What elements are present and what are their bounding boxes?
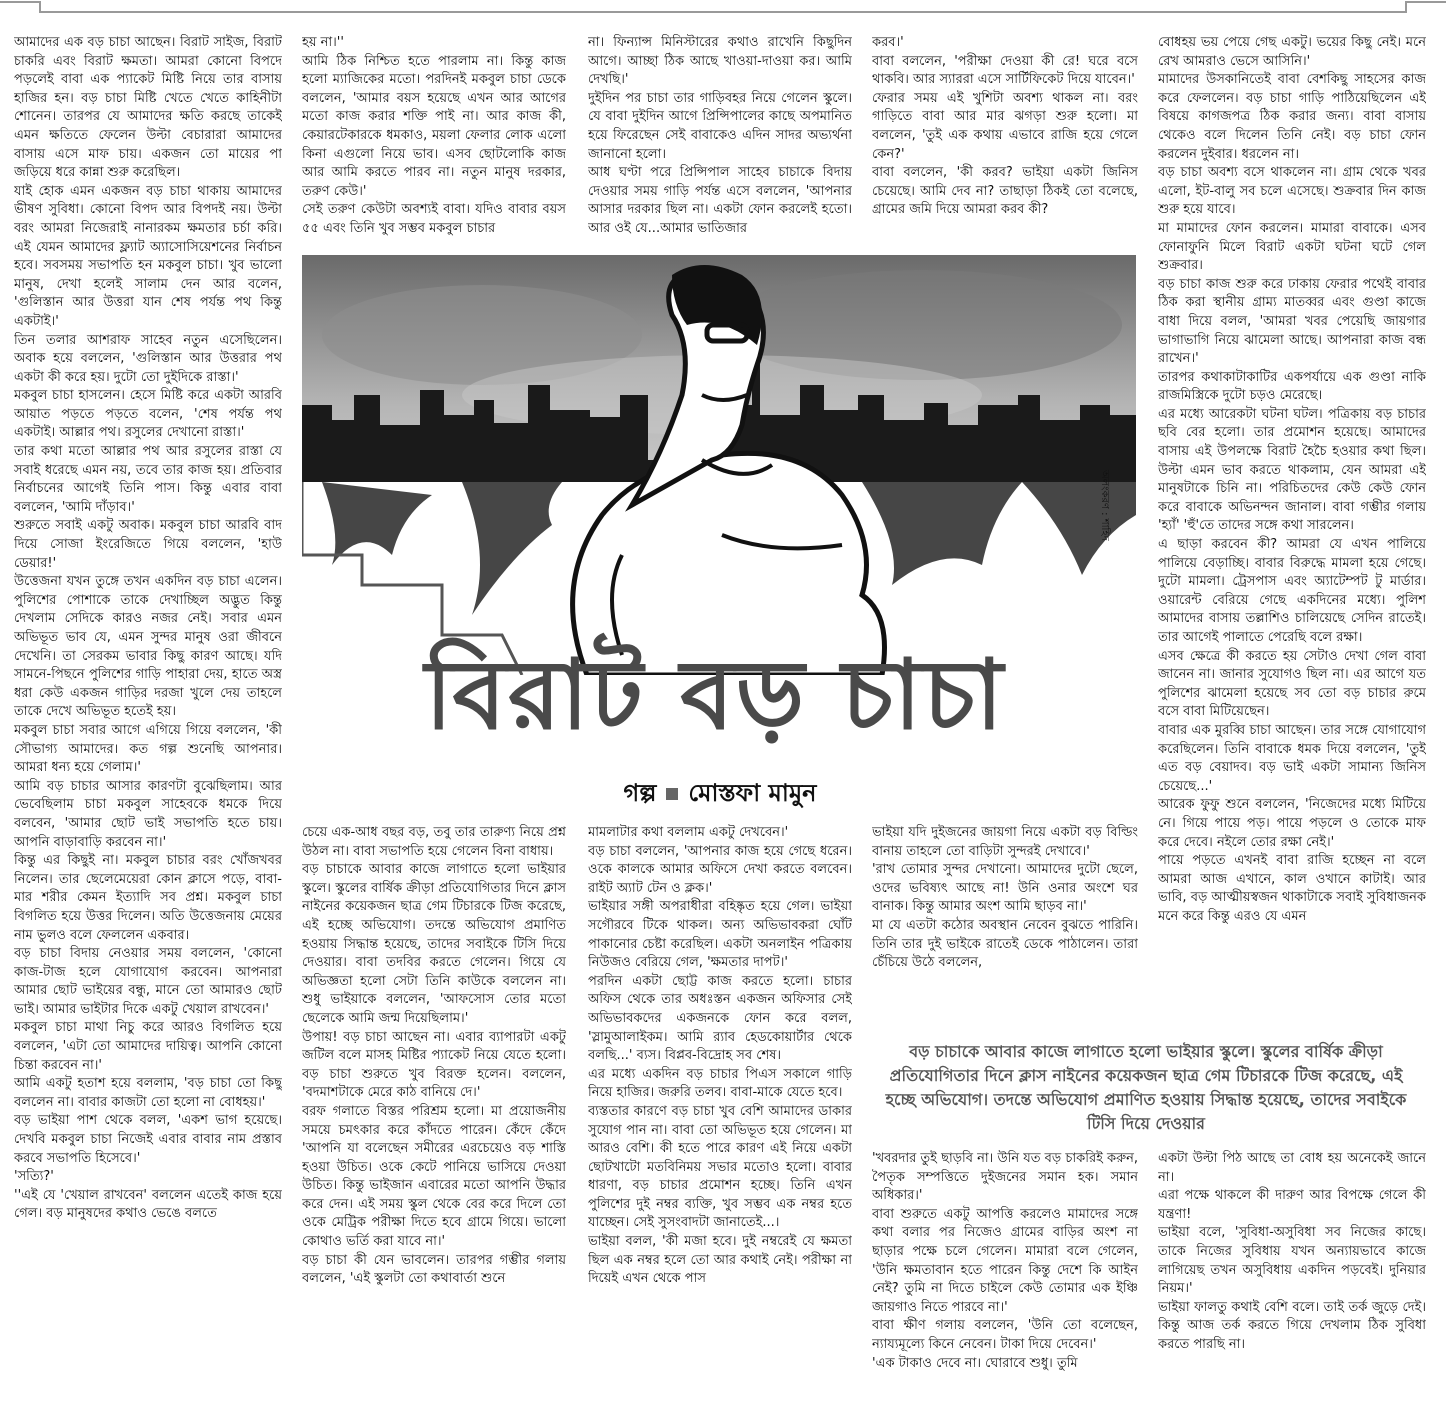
column-2-bottom-body: [302, 824, 566, 1289]
paragraph: ব্যস্ততার কারণে বড় চাচা খুব বেশি আমাদের ডাকার সুযোগ পান না। বাবা তো অভিভূত হয়ে গেলেন। মা আরও বেশি। কী হতে পারে কারণ এই নিয়ে একটা ছোটখাটো মতবিনিময় সভার মতোও হলো। বাবার ধারণা, বড় চাচার প্রমোশন হচ্ছে। তিনি এখন পুলিশের দুই নম্বর ব্যক্তি, খুব সম্ভব এক নম্বর হতে যাচ্ছেন। সেই সুসংবাদটা জানাতেই...।: [588, 1103, 852, 1231]
story-illustration: [302, 255, 1136, 675]
paragraph: একটা উল্টা পিঠ আছে তা বোধ হয় অনেকেই জানে না।: [1158, 1151, 1426, 1185]
paragraph: আরেক ফুফু শুনে বললেন, 'নিজেদের মধ্যে মিটিয়ে নে। গিয়ে পায়ে পড়। পায়ে পড়লে ও তোকে মাফ করে দেবে। নইলে তোর রক্ষা নেই।': [1158, 797, 1426, 850]
column-2-bottom: [302, 824, 566, 1394]
column-3-top-body: [588, 34, 852, 239]
byline-genre: গল্প: [623, 779, 657, 807]
paragraph: 'সত্যি?': [14, 1169, 54, 1185]
paragraph: বড় চাচা কী যেন ভাবলেন। তারপর গম্ভীর গলায় বললেন, 'এই স্কুলটা তো কথাবার্তা শুনে: [302, 1252, 566, 1287]
paragraph: 'রাখ তোমার সুন্দর দেখানো। আমাদের দুটো ছেলে, ওদের ভবিষ্যৎ আছে না! উনি ওনার অংশে ঘর বানাক। কিন্তু আমার অংশ আমি ছাড়ব না।': [872, 862, 1138, 915]
paragraph: আমি ঠিক নিশ্চিত হতে পারলাম না। কিন্তু কাজ হলো ম্যাজিকের মতো। পরদিনই মকবুল চাচা ডেকে বললেন, 'আমার বয়স হয়েছে এখন আর আগের মতো কাজ করার শক্তি পাই না। আর কাজ কী, কেয়ারটেকারকে ধমকাও, ময়লা ফেলার লোক এলো কিনা এগুলো নিয়ে ভাব। এসব ছোটলোকি কাজ আর আমি করতে পারব না। নতুন মানুষ দরকার, তরুণ কেউ।': [302, 53, 566, 199]
illustration-credit: অলংকরণ : শাহিদ: [1099, 470, 1110, 541]
column-5-bottom: [1158, 1150, 1426, 1394]
paragraph: তিন তলার আশরাফ সাহেব নতুন এসেছিলেন। অবাক হয়ে বললেন, 'গুলিস্তান আর উত্তরার পথ একটা কী করে হয়। দুটো তো দুইদিকে রাস্তা।': [14, 332, 282, 385]
paragraph: চেয়ে এক-আধ বছর বড়, তবু তার তারুণ্য নিয়ে প্রশ্ন উঠল না। বাবা সভাপতি হয়ে গেলেন বিনা বাধায়।: [302, 825, 566, 859]
paragraph: বড় চাচা বললেন, 'আপনার কাজ হয়ে গেছে ধরেন। ওকে কালকে আমার অফিসে দেখা করতে বলবেন। রাইট অ্যাট টেন ও ক্লক।': [588, 843, 852, 896]
paragraph: আধ ঘণ্টা পরে প্রিন্সিপাল সাহেব চাচাকে বিদায় দেওয়ার সময় গাড়ি পর্যন্ত এসে বললেন, 'আপনার আসার দরকার ছিল না। একটা ফোন করলেই হতো। আর ওই যে...আমার ভাতিজার: [588, 165, 852, 236]
paragraph: বড় চাচাকে আবার কাজে লাগাতে হলো ভাইয়ার স্কুলে। স্কুলের বার্ষিক ক্রীড়া প্রতিযোগিতার দিনে ক্লাস নাইনের কয়েকজন ছাত্র গেম টিচারকে টিজ করেছে, এই হচ্ছে অভিযোগ। তদন্তে অভিযোগ প্রমাণিত হওয়ায় সিদ্ধান্ত হয়েছে, তাদের সবাইকে টিসি দিয়ে দেওয়ার। বাবা তদবির করতে গেলেন। গিয়ে যে অভিজ্ঞতা হলো সেটা তিনি কাউকে বললেন না। শুধু ভাইয়াকে বললেন, 'আফসোস তোর মতো ছেলেকে আমি জন্ম দিয়েছিলাম।': [302, 862, 566, 1026]
column-4-mid-body: [872, 824, 1138, 973]
column-4-bottom: [872, 1150, 1138, 1394]
paragraph: এর মধ্যে একদিন বড় চাচার পিএস সকালে গাড়ি নিয়ে হাজির। জরুরি তলব। বাবা-মাকে যেতে হবে।: [588, 1066, 852, 1101]
column-1-body: [14, 34, 282, 1224]
column-3-top: [588, 34, 852, 244]
paragraph: মা যে এতটা কঠোর অবস্থান নেবেন বুঝতে পারিনি। তিনি তার দুই ভাইকে রাতেই ডেকে পাঠালেন। তারা চেঁচিয়ে উঠে বললেন,: [872, 917, 1138, 971]
paragraph: মামলাটার কথা বললাম একটু দেখবেন।': [588, 825, 789, 840]
paragraph: আমাদের এক বড় চাচা আছেন। বিরাট সাইজ, বিরাট চাকরি এবং বিরাট ক্ষমতা। আমরা কোনো বিপদে পড়লেই বাবা এক প্যাকেট মিষ্টি নিয়ে তার বাসায় হাজির হন। বড় চাচা মিষ্টি খেতে খেতে কাহিনীটা শোনেন। তারপর যে আমাদের ক্ষতি করছে তাকেই এমন ক্ষতিতে ফেলেন উল্টা বেচারারা আমাদের বাসায় এসে মাফ চায়। একজন তো মায়ের পা জড়িয়ে ধরে কান্না শুরু করেছিল।: [14, 35, 282, 181]
paragraph: সেই তরুণ কেউটা অবশ্যই বাবা। যদিও বাবার বয়স ৫৫ এবং তিনি খুব সম্ভব মকবুল চাচার: [302, 202, 566, 236]
paragraph: এরা পক্ষে থাকলে কী দারুণ আর বিপক্ষে গেলে কী যন্ত্রণা!: [1158, 1188, 1426, 1222]
paragraph: উত্তেজনা যখন তুঙ্গে তখন একদিন বড় চাচা এলেন। পুলিশের পোশাকে তাকে দেখাচ্ছিল অদ্ভুত কিন্তু দেখলাম সেদিকে কারও নজর নেই। সবার এমন অভিভূত ভাব যে, এমন সুন্দর মানুষ ওরা জীবনে দেখেনি। তা সেরকম ভাবার কিছু কারণ আছে। যদি সামনে-পিছনে পুলিশের গাড়ি পাহারা দেয়, হাতে অস্ত্র ধরা কেউ একজন গাড়ির দরজা খুলে দেয় তাহলে তাকে দেখে অভিভূত হতেই হয়।: [14, 574, 282, 720]
paragraph: তারপর কথাকাটাকাটির একপর্যায়ে এক গুণ্ডা নাকি রাজমিস্ত্রিকে দুটো চড়ও মেরেছে।: [1158, 369, 1426, 404]
paragraph: দুইদিন পর চাচা তার গাড়িবহর নিয়ে গেলেন স্কুলে। যে বাবা দুইদিন আগে প্রিন্সিপালের কাছে অপমানিত হয়ে ফিরেছেন সেই বাবাকেও এদিন সাদর অভ্যর্থনা জানানো হলো।: [588, 90, 852, 162]
paragraph: শুরুতে সবাই একটু অবাক। মকবুল চাচা আরবি বাদ দিয়ে সোজা ইংরেজিতে গিয়ে বললেন, 'হাউ ডেয়ার!': [14, 518, 282, 571]
column-3-bottom: [588, 824, 852, 1394]
paragraph: বড় চাচা কাজ শুরু করে ঢাকায় ফেরার পথেই বাবার ঠিক করা স্থানীয় গ্রাম্য মাতব্বর এবং গুণ্ডা কাজে বাধা দিয়ে বলল, 'আমরা খবর পেয়েছি জায়গার ভাগাভাগি নিয়ে ঝামেলা আছে। আপনারা কাজ বন্ধ রাখেন।': [1158, 276, 1426, 367]
paragraph: এ ছাড়া করবেন কী? আমরা যে এখন পালিয়ে পালিয়ে বেড়াচ্ছি। বাবার বিরুদ্ধে মামলা হয়ে গেছে। দুটো মামলা। ট্রেসপাস এবং অ্যাটেম্পট টু মার্ডার। ওয়ারেন্ট বেরিয়ে গেছে একদিনের মধ্যে। পুলিশ আমাদের বাসায় তল্লাশিও চালিয়েছে সেদিন রাতেই। তার আগেই পালাতে পেরেছি বলে রক্ষা।: [1158, 537, 1426, 645]
paragraph: বাবা ক্ষীণ গলায় বললেন, 'উনি তো বলেছেন, ন্যায্যমূল্যে কিনে নেবেন। টাকা দিয়ে দেবেন।': [872, 1318, 1138, 1352]
paragraph: পায়ে পড়তে এখনই বাবা রাজি হচ্ছেন না বলে আমরা আজ এখানে, কাল ওখানে কাটাই। আর ভাবি, বড় আত্মীয়স্বজন থাকাটাকে সবাই সুবিধাজনক মনে করে কিন্তু এরও যে এমন: [1158, 853, 1426, 924]
paragraph: এর মধ্যে আরেকটা ঘটনা ঘটল। পত্রিকায় বড় চাচার ছবি বের হলো। তার প্রমোশন হয়েছে। আমাদের বাসায় এই উপলক্ষে বিরাট হৈচৈ হওয়ার কথা ছিল। উল্টা এমন ভাব করতে থাকলাম, যেন আমরা এই মানুষটাকে চিনি না। পরিচিতদের কেউ কেউ ফোন করে বাবাকে অভিনন্দন জানাল। বাবা গম্ভীর গলায় 'হ্যাঁ' 'হুঁ'তে তাদের সঙ্গে কথা সারলেন।: [1158, 406, 1426, 534]
paragraph: ভাইয়া বলে, 'সুবিধা-অসুবিধা সব নিজের কাছে। তাকে নিজের সুবিধায় যখন অন্যায়ভাবে কাজে লাগিয়েছ তখন অসুবিধায় একদিন পড়বেই। দুনিয়ার নিয়ম।': [1158, 1225, 1426, 1297]
paragraph: ভাইয়া ফালতু কথাই বেশি বলে। তাই তর্ক জুড়ে দেই। কিন্তু আজ তর্ক করতে গিয়ে দেখলাম ঠিক সুবিধা করতে পারছি না।: [1158, 1299, 1426, 1352]
paragraph: বাবা বললেন, 'কী করব? ভাইয়া একটা জিনিস চেয়েছে। আমি দেব না? তাছাড়া ঠিকই তো বলেছে, গ্রামের জমি দিয়ে আমরা করব কী?: [872, 165, 1138, 218]
paragraph: এসব ক্ষেত্রে কী করতে হয় সেটাও দেখা গেল বাবা জানেন না। জানার সুযোগও ছিল না। এর আগে যত পুলিশের ঝামেলা হয়েছে সব তো বড় চাচার রুমে বসে বাবা মিটিয়েছেন।: [1158, 648, 1426, 720]
column-5-body: [1158, 34, 1426, 927]
paragraph: বোধহয় ভয় পেয়ে গেছ একটু। ভয়ের কিছু নেই। মনে রেখ আমরাও ভেসে আসিনি।': [1158, 35, 1426, 69]
paragraph: মা মামাদের ফোন করলেন। মামারা বাবাকে। এসব ফোনাফুনি মিলে বিরাট একটা ঘটনা ঘটে গেল শুক্রবার।: [1158, 220, 1426, 274]
paragraph: বড় ভাইয়া পাশ থেকে বলল, 'একশ ভাগ হয়েছে। দেখবি মকবুল চাচা নিজেই এবার বাবার নাম প্রস্তাব করবে সভাপতি হিসেবে।': [14, 1113, 282, 1166]
paragraph: বাবা বললেন, 'পরীক্ষা দেওয়া কী রে! ঘরে বসে থাকবি। আর স্যাররা এসে সার্টিফিকেট দিয়ে যাবেন।': [872, 53, 1138, 88]
paragraph: আমি বড় চাচার আসার কারণটা বুঝেছিলাম। আর ভেবেছিলাম চাচা মকবুল সাহেবকে ধমকে দিয়ে বলবেন, 'আমার ছোট ভাই সভাপতি হতে চায়। আপনি বাড়াবাড়ি করবেন না।': [14, 778, 282, 850]
paragraph: বড় চাচা অবশ্য বসে থাকলেন না। গ্রাম থেকে খবর এলো, ইট-বালু সব চলে এসেছে। শুক্রবার দিন কাজ শুরু হয়ে যাবে।: [1158, 165, 1426, 218]
column-5-bottom-body: [1158, 1150, 1426, 1355]
paragraph: পরদিন একটা ছোট্ট কাজ করতে হলো। চাচার অফিস থেকে তার অধঃস্তন একজন অফিসার সেই অভিভাবকদের একজনকে ফোন করে বলল, 'স্লামুআলাইকম। আমি র‍্যাব হেডকোয়ার্টার থেকে বলছি...' ব্যস। বিপ্লব-বিদ্রোহ সব শেষ।: [588, 973, 852, 1064]
paragraph: করব।': [872, 35, 904, 50]
paragraph: তার কথা মতো আল্লার পথ আর রসুলের রাস্তা যে সবাই ধরেছে এমন নয়, তবে তার কাজ হয়। প্রতিবার নির্বাচনের আগেই তিনি পাস। কিন্তু এবার বাবা বললেন, 'আমি দাঁড়াব।': [14, 444, 282, 515]
paragraph: ফেরার সময় এই খুশিটা অবশ্য থাকল না। বরং গাড়িতে বাবা আর মার ঝগড়া শুরু হলো। মা বললেন, 'তুই এক কথায় এভাবে রাজি হয়ে গেলে কেন?': [872, 90, 1138, 162]
paragraph: বাবা শুরুতে একটু আপত্তি করলেও মামাদের সঙ্গে কথা বলার পর নিজেও গ্রামের বাড়ির অংশ না ছাড়ার পক্ষে চলে গেলেন। মামারা বলে গেলেন, 'উনি ক্ষমতাবান হতে পারেন কিন্তু দেশে কি আইন নেই? তুমি না দিতে চাইলে কেউ তোমার এক ইঞ্চি জায়গাও নিতে পারবে না।': [872, 1206, 1138, 1315]
paragraph: মকবুল চাচা সবার আগে এগিয়ে গিয়ে বললেন, 'কী সৌভাগ্য আমাদের। কত গল্প শুনেছি আপনার। আমরা ধন্য হয়ে গেলাম।': [14, 722, 282, 776]
paragraph: আমি একটু হতাশ হয়ে বললাম, 'বড় চাচা তো কিছু বললেন না। বাবার কাজটা তো হলো না বোধহয়।': [14, 1076, 282, 1110]
story-title: বিরাট বড় চাচা: [425, 639, 1005, 751]
paragraph: 'খবরদার তুই ছাড়বি না। উনি যত বড় চাকরিই করুন, পৈতৃক সম্পত্তিতে দুইজনের সমান হক। সমান অধিকার।': [872, 1151, 1138, 1204]
column-2-top-body: [302, 34, 566, 239]
paragraph: হয় না।'': [302, 35, 344, 50]
paragraph: ভাইয়ার সঙ্গী অপরাধীরা বহিষ্কৃত হয়ে গেল। ভাইয়া সগৌরবে টিকে থাকল। অন্য অভিভাবকরা ঘোঁট পাকানোর চেষ্টা করেছিল। একটা অনলাইন পত্রিকায় নিউজও বেরিয়ে গেল, 'ক্ষমতার দাপট।': [588, 899, 852, 971]
paragraph: উপায়! বড় চাচা আছেন না। এবার ব্যাপারটা একটু জটিল বলে মাসহ মিষ্টির প্যাকেট নিয়ে যেতে হলো। বড় চাচা শুরুতে খুব বিরক্ত হলেন। বললেন, 'বদমাশটাকে মেরে কাঠ বানিয়ে দে।': [302, 1029, 566, 1101]
top-decorative-band: [0, 0, 1446, 16]
paragraph: যাই হোক এমন একজন বড় চাচা থাকায় আমাদের ভীষণ সুবিধা। কোনো বিপদ আর বিপদই নয়। উল্টা বরং আমরা নিজেরাই নানারকম ক্ষমতার চর্চা করি। এই যেমন আমাদের ফ্ল্যাট অ্যাসোসিয়েশনের নির্বাচন হবে। সবসময় সভাপতি হন মকবুল চাচা। খুব ভালো মানুষ, দেখা হলেই সালাম দেন আর বলেন, 'গুলিস্তান আর উত্তরা যান শেষ পর্যন্ত পথ কিন্তু একটাই।': [14, 183, 282, 329]
column-3-bottom-body: [588, 824, 852, 1289]
paragraph: মকবুল চাচা মাথা নিচু করে আরও বিগলিত হয়ে বললেন, 'এটা তো আমাদের দায়িত্ব। আপনি কোনো চিন্তা করবেন না।': [14, 1020, 282, 1073]
paragraph: না। ফিন্যান্স মিনিস্টারের কথাও রাখেনি কিছুদিন আগে। আচ্ছা ঠিক আছে খাওয়া-দাওয়া কর। আমি দেখছি।': [588, 35, 852, 88]
paragraph: ''এই যে 'খেয়াল রাখবেন' বললেন এতেই কাজ হয়ে গেল। বড় মানুষদের কথাও ভেঙে বলতে: [14, 1187, 282, 1222]
paragraph: কিন্তু এর কিছুই না। মকবুল চাচার বরং খোঁজখবর নিলেন। তার ছেলেমেয়েরা কোন ক্লাসে পড়ে, বাবা-মার শরীর কেমন ইত্যাদি সব প্রশ্ন। মকবুল চাচা বিগলিত হয়ে উত্তর দিলেন। অতি উত্তেজনায় মেয়ের নাম ভুলও বলে ফেললেন একবার।: [14, 853, 282, 943]
column-5: [1158, 34, 1426, 1024]
paragraph: 'এক টাকাও দেবে না। ঘোরাবে শুধু। তুমি: [872, 1355, 1078, 1371]
column-1: [14, 34, 282, 1394]
byline: [560, 775, 880, 815]
paragraph: মকবুল চাচা হাসলেন। হেসে মিষ্টি করে একটা আরবি আয়াত পড়তে পড়তে বলেন, 'শেষ পর্যন্ত পথ একটাই। আল্লার পথ। রসুলের দেখানো রাস্তা।': [14, 388, 282, 441]
paragraph: ভাইয়া বলল, 'কী মজা হবে। দুই নম্বরেই যে ক্ষমতা ছিল এক নম্বর হলে তো আর কথাই নেই। পরীক্ষা না দিয়েই এখন থেকে পাস: [588, 1234, 852, 1287]
paragraph: ভাইয়া যদি দুইজনের জায়গা নিয়ে একটা বড় বিল্ডিং বানায় তাহলে তো বাড়িটা সুন্দরই দেখাবে।': [872, 825, 1138, 859]
paragraph: বড় চাচা বিদায় নেওয়ার সময় বললেন, 'কোনো কাজ-টাজ হলে যোগাযোগ করবেন। আপনারা আমার ছোট ভাইয়ের বন্ধু, মানে তো আমারও ছোট ভাই। আমার ভাইটার দিকে একটু খেয়াল রাখবেন।': [14, 946, 282, 1017]
column-2-top: [302, 34, 566, 244]
byline-author: মোস্তফা মামুন: [688, 779, 817, 807]
column-4-top: [872, 34, 1138, 244]
pull-quote: বড় চাচাকে আবার কাজে লাগাতে হলো ভাইয়ার স্কুলে। স্কুলের বার্ষিক ক্রীড়া প্রতিযোগিতার দিনে ক্লাস নাইনের কয়েকজন ছাত্র গেম টিচারকে টিজ করেছে, এই হচ্ছে অভিযোগ। তদন্তে অভিযোগ প্রমাণিত হওয়ায় সিদ্ধান্ত হয়েছে, তাদের সবাইকে টিসি দিয়ে দেওয়ার: [885, 1042, 1407, 1133]
paragraph: মামাদের উসকানিতেই বাবা বেশকিছু সাহসের কাজ করে ফেললেন। বড় চাচা গাড়ি পাঠিয়েছিলেন এই বিষয়ে কাগজপত্র ঠিক করার জন্য। বাবা বাসায় থেকেও বলে দিলেন তিনি নেই। বড় চাচা ফোন করলেন দুইবার। ধরলেন না।: [1158, 72, 1426, 162]
square-bullet-icon: [666, 788, 678, 800]
paragraph: বরফ গলাতে বিস্তর পরিশ্রম হলো। মা প্রয়োজনীয় সময়ে চমৎকার করে কাঁদতে পারেন। কেঁদে কেঁদে 'আপনি যা বলেছেন সমীরের এরচেয়েও বড় শাস্তি হওয়া উচিত। ওকে কেটে পানিয়ে ভাসিয়ে দেওয়া উচিত। কিন্তু ভাইজান এবারের মতো আপনি উদ্ধার করে দেন। এই সময় স্কুল থেকে বের করে দিলে তো ওকে মেট্রিক পরীক্ষা দিতে হবে গ্রামে গিয়ে। ভালো কোথাও ভর্তি করা যাবে না।': [302, 1103, 566, 1250]
column-4-mid: [872, 824, 1138, 1029]
column-4-top-body: [872, 34, 1138, 220]
paragraph: বাবার এক মুরব্বি চাচা আছেন। তার সঙ্গে যোগাযোগ করেছিলেন। তিনি বাবাকে ধমক দিয়ে বললেন, 'তুই এত বড় বেয়াদব। বড় ভাই একটা সামান্য জিনিস চেয়েছে...': [1158, 722, 1426, 794]
column-4-bottom-body: [872, 1150, 1138, 1373]
